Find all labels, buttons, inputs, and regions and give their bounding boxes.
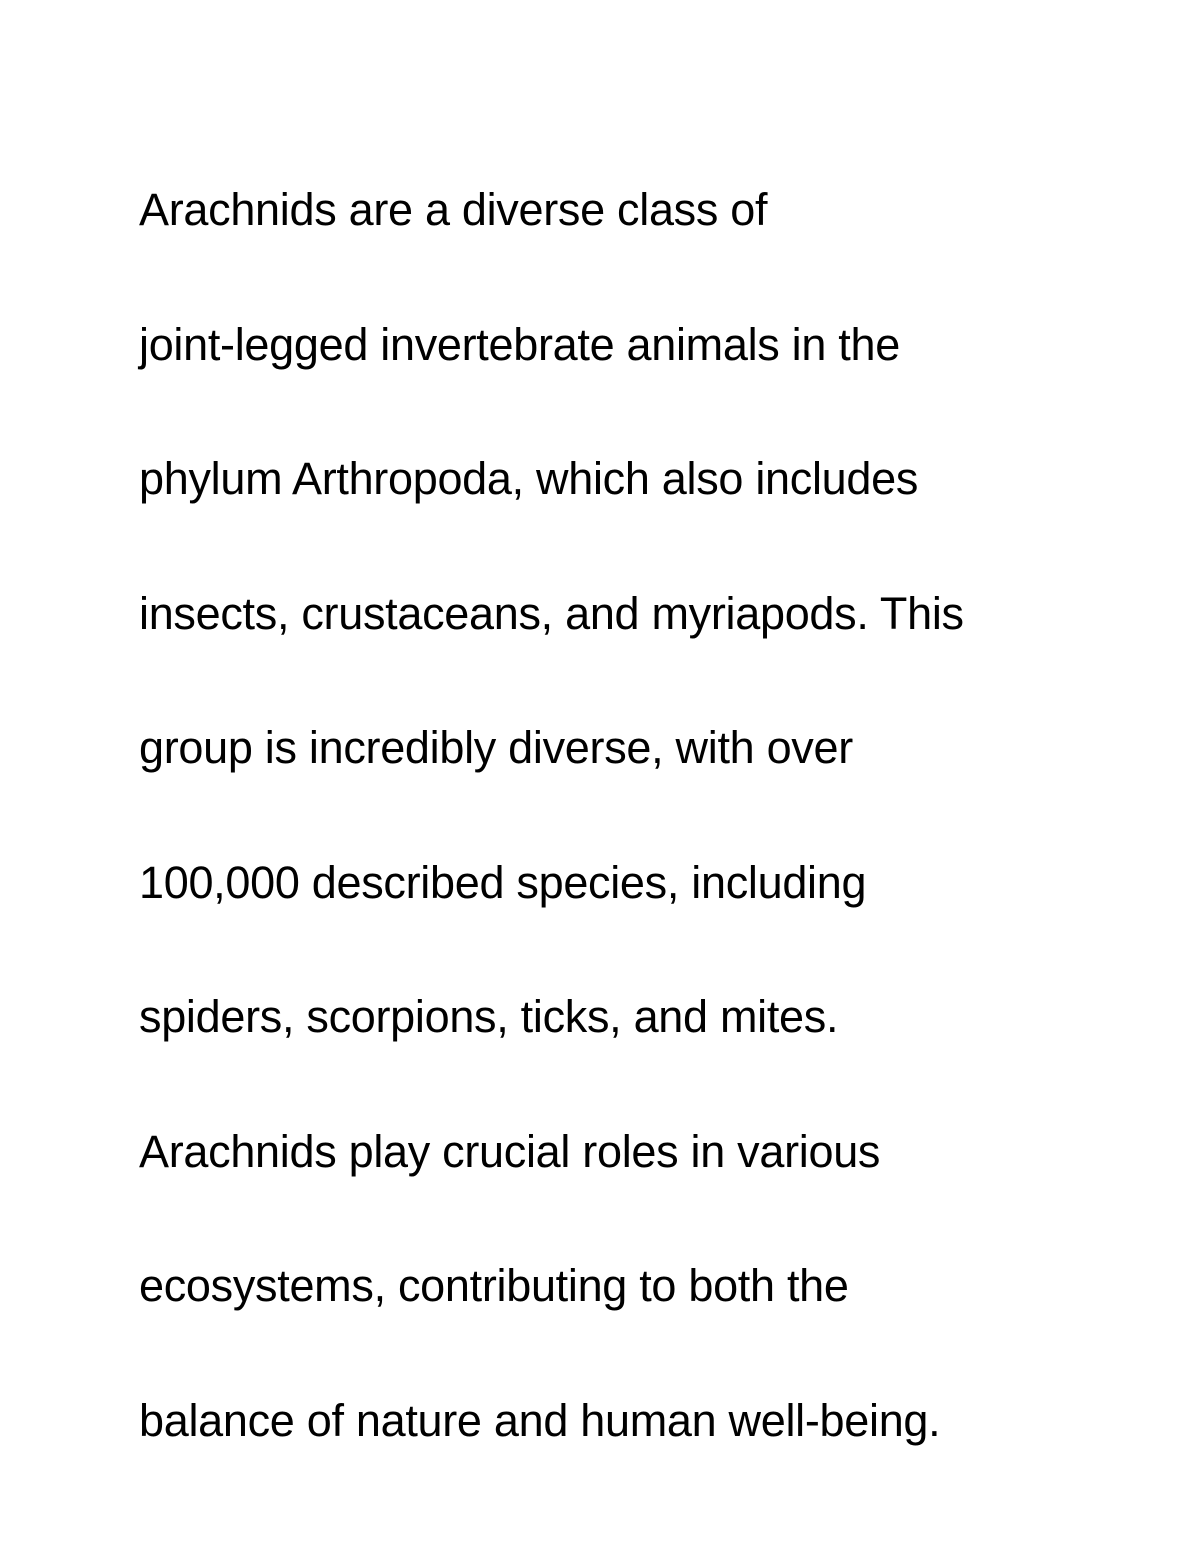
text-line: spiders, scorpions, ticks, and mites. — [139, 991, 839, 1042]
text-line: phylum Arthropoda, which also includes — [139, 453, 919, 504]
text-line: balance of nature and human well-being. — [139, 1394, 941, 1446]
text-line: 100,000 described species, including — [139, 856, 867, 908]
text-line: Arachnids play crucial roles in various — [139, 1125, 881, 1177]
body-paragraph — [139, 143, 1139, 1488]
text-line: insects, crustaceans, and myriapods. This — [139, 587, 964, 639]
text-line: ecosystems, contributing to both the — [139, 1260, 849, 1311]
text-line: joint-legged invertebrate animals in the — [139, 318, 900, 370]
text-line: Arachnids are a diverse class of — [139, 184, 768, 235]
text-line: group is incredibly diverse, with over — [139, 722, 853, 773]
